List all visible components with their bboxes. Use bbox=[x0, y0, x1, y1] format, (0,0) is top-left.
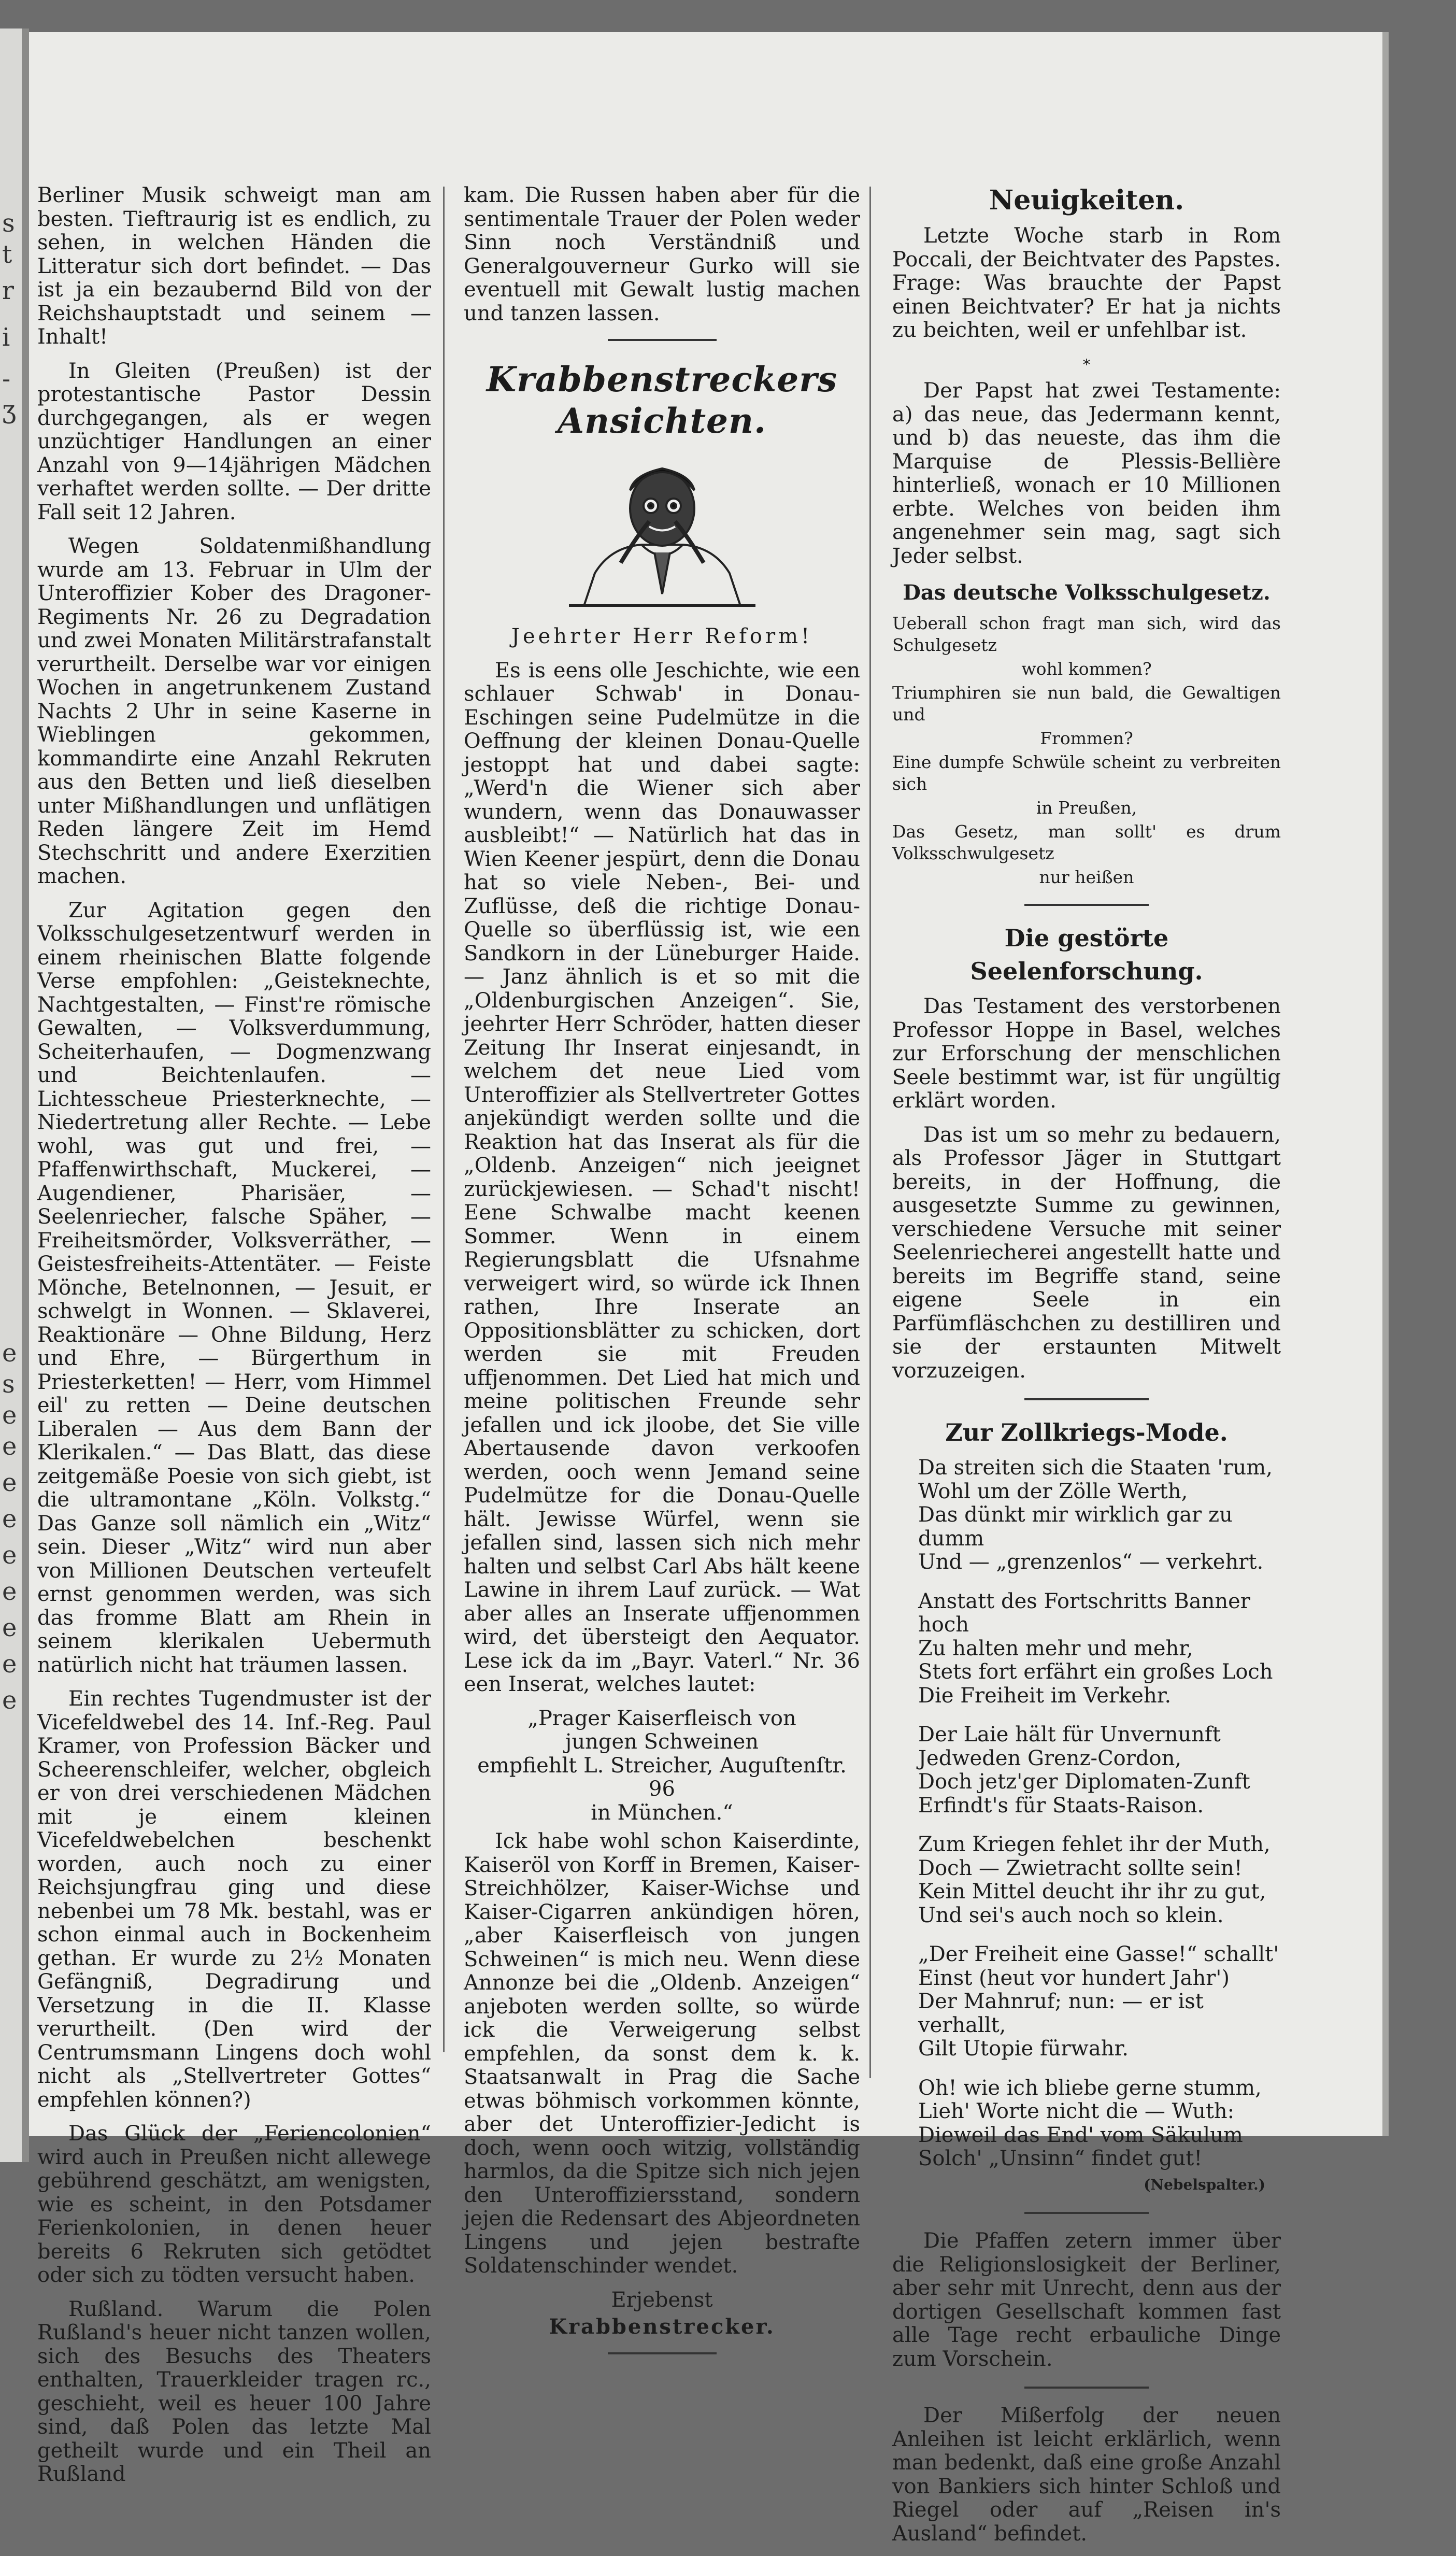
section-title: Das deutsche Volksschulgesetz. bbox=[903, 580, 1271, 605]
ad-quote-line: „Prager Kaiserfleisch von bbox=[527, 1706, 796, 1730]
paragraph: Es is eens olle Jeschichte, wie een schlauer Schwab' in Donau-Eschingen seine Pudelmütze in die Oeffnung der kleinen Donau-Quelle jestoppt hat und dabei sagte: „Werd'n die Wiener sich aber wundern, wenn das Donauwasser ausbleibt!“ — Natürlich hat das in Wien Keener jespürt, denn die Donau hat so viele Neben-, Bei- und Zuflüsse, deß die richtige Donau-Quelle so überflüssig ist, wie een Sandkorn in der Lüneburger Haide. — Janz ähnlich is et so mit die „Oldenburgischen Anzeigen“. Sie, jeehrter Herr Schröder, hatten dieser Zeitung Ihr Inserat einjesandt, in welchem det neue Lied vom Unteroffizier als Stellvertreter Gottes anjekündigt werden sollte und die Reaktion hat das Inserat als für die „Oldenb. Anzeigen“ nich jeeignet zurückjewiesen. — Schad't nischt! Eene Schwalbe macht keenen Sommer. Wenn in einem Regierungsblatt die Ufsnahme verweigert wird, so würde ick Ihnen rathen, Ihre Inserate an Oppositionsblätter zu schicken, dort werden sie mit Freuden uffjenommen. Det Lied hat mich und meine politischen Freunde sehr jefallen und ick jloobe, det Sie ville Abertausende davon verkoofen werden, ooch wenn Jemand seine Pudelmütze for die Donau-Quelle hält. Jewisse Würfel, wenn sie jefallen sind, lassen sich nich mehr halten und selbst Carl Abs hält keene Lawine in ihrem Lauf zurück. — Wat aber alles an Inserate uffjenommen wird, det übersteigt den Aequator. Lese ick da im „Bayr. Vaterl.“ Nr. 36 een Inserat, welches lautet: bbox=[464, 658, 860, 1696]
poem-line: Der Laie hält für Unvernunft bbox=[918, 1723, 1221, 1746]
poem-line: wohl kommen? bbox=[1021, 659, 1152, 679]
poem-verse bbox=[918, 2077, 1281, 2171]
paragraph: Rußland. Warum die Polen Rußland's heuer nicht tanzen wollen, sich des Besuchs des Theaters enthalten, Trauerkleider tragen rc., geschieht, weil es heuer 100 Jahre sind, daß Polen das letzte Mal getheilt wurde und ein Theil an Rußland bbox=[37, 2297, 431, 2486]
column-right bbox=[892, 184, 1281, 2556]
poem-line: Zum Kriegen fehlet ihr der Muth, bbox=[918, 1833, 1271, 1856]
section-rule bbox=[1024, 2387, 1149, 2389]
poem-line: Der Mahnruf; nun: — er ist verhallt, bbox=[918, 1990, 1204, 2037]
poem-verse bbox=[918, 1590, 1281, 1708]
paragraph: Das Testament des verstorbenen Professor Hoppe in Basel, welches zur Erforschung der menschlichen Seele bestimmt war, ist für ungültig erklärt worden. bbox=[892, 995, 1281, 1113]
poem-verse bbox=[918, 1943, 1281, 2061]
poem-verse bbox=[918, 1723, 1281, 1817]
ad-quote-line: empfiehlt L. Streicher, Auguſtenſtr. 96 bbox=[477, 1753, 847, 1801]
section-title: Die gestörte Seelenforschung. bbox=[970, 924, 1203, 985]
gutter-fragment: e bbox=[2, 1613, 17, 1642]
poem-line: Doch jetz'ger Diplomaten-Zunft bbox=[918, 1770, 1250, 1794]
signature-closing: Erjebenst bbox=[611, 2288, 713, 2312]
column-middle bbox=[464, 184, 860, 2372]
paragraph: Zur Agitation gegen den Volksschulgesetzentwurf werden in einem rheinischen Blatte folgende Verse empfohlen: „Geisteknechte, Nachtgestalten, — Finst're römische Gewalten, — Volksverdummung, Scheiterhaufen, — Dogmenzwang und Beichtenlaufen. — Lichtesscheue Priesterknechte, — Niedertretung aller Rechte. — Lebe wohl, was gut und frei, — Pfaffenwirthschaft, Muckerei, — Augendiener, Pharisäer, — Seelenriecher, falsche Späher, — Freiheitsmörder, Volksverräther, — Geistesfreiheits-Attentäter. — Feiste Mönche, Betelnonnen, — Jesuit, er schwelgt in Wonnen. — Sklaverei, Reaktionäre — Ohne Bildung, Herz und Ehre, — Bürgerthum in Priesterketten! — Herr, vom Himmel eil' zu retten — Deine deutschen Liberalen — Aus dem Bann der Klerikalen.“ — Das Blatt, das diese zeitgemäße Poesie von sich giebt, ist die ultramontane „Köln. Volkstg.“ Das Ganze soll nämlich ein „Witz“ sein. Dieser „Witz“ wird nun aber von Millionen Deutschen verteufelt ernst genommen werden, was sich das fromme Blatt am Rhein in seinem klerikalen Uebermuth natürlich nicht hat träumen lassen. bbox=[37, 898, 431, 1677]
poem-line: Einst (heut vor hundert Jahr') bbox=[918, 1966, 1230, 1990]
poem-line: „Der Freiheit eine Gasse!“ schallt' bbox=[918, 1942, 1279, 1966]
gutter-fragment: s bbox=[2, 209, 15, 238]
poem-source: (Nebelspalter.) bbox=[1144, 2176, 1265, 2193]
gutter-fragment: e bbox=[2, 1504, 17, 1533]
ad-quote-line: jungen Schweinen bbox=[565, 1730, 759, 1754]
paragraph: Der Mißerfolg der neuen Anleihen ist leicht erklärlich, wenn man bedenkt, daß eine große Anzahl von Bankiers sich hinter Schloß und Riegel oder auf „Reisen in's Ausland“ befindet. bbox=[892, 2404, 1281, 2546]
section-rule bbox=[608, 2352, 717, 2354]
gutter-fragment: ʒ bbox=[2, 395, 17, 424]
poem-line: Stets fort erfährt ein großes Loch bbox=[918, 1660, 1273, 1684]
ad-quote-line: in München.“ bbox=[591, 1800, 733, 1825]
short-poem bbox=[892, 613, 1281, 888]
section-title: Zur Zollkriegs-Mode. bbox=[945, 1418, 1228, 1446]
greeting: Jeehrter Herr Reform! bbox=[511, 624, 813, 648]
column-left bbox=[37, 184, 431, 2497]
paragraph: Der Papst hat zwei Testamente: a) das neue, das Jedermann kennt, und b) das neueste, das ihm die Marquise de Plessis-Bellière hinterließ, wonach er 10 Millionen erbte. Welches von beiden ihm angenehmer sein mag, sagt sich Jeder selbst. bbox=[892, 379, 1281, 568]
poem bbox=[892, 1456, 1281, 2171]
poem-line: nur heißen bbox=[1039, 867, 1134, 887]
poem-line: Und — „grenzenlos“ — verkehrt. bbox=[918, 1550, 1264, 1574]
poem-line: Das Gesetz, man sollt' es drum Volksschwulgesetz bbox=[892, 821, 1281, 863]
gutter-fragment: e bbox=[2, 1650, 17, 1679]
column-divider bbox=[443, 187, 445, 2052]
paragraph: Ein rechtes Tugendmuster ist der Vicefeldwebel des 14. Inf.-Reg. Paul Kramer, von Profession Bäcker und Scheerenschleifer, welcher, obgleich er von drei verschiedenen Mädchen mit je einem kleinen Vicefeldwebelchen beschenkt worden, auch noch zu einer Reichsjungfrau ging und diese nebenbei um 78 Mk. bestahl, was er schon einmal auch in Bockenheim gethan. Er wurde zu 2½ Monaten Gefängniß, Degradirung und Versetzung in die II. Klasse verurtheilt. (Den wird der Centrumsmann Lingens doch wohl nicht als „Stellvertreter Gottes“ empfehlen können?) bbox=[37, 1687, 431, 2112]
poem-line: Da streiten sich die Staaten 'rum, bbox=[918, 1456, 1273, 1480]
poem-line: Und sei's auch noch so klein. bbox=[918, 1903, 1224, 1927]
caricature-illustration bbox=[564, 454, 761, 609]
poem-line: Doch — Zwietracht sollte sein! bbox=[918, 1856, 1243, 1880]
poem-line: Gilt Utopie fürwahr. bbox=[918, 2037, 1129, 2061]
caricature-figure bbox=[569, 468, 755, 605]
poem-line: Dieweil das End' vom Säkulum bbox=[918, 2123, 1243, 2147]
paragraph: Berliner Musik schweigt man am besten. Tieftraurig ist es endlich, zu sehen, in welchen Händen die Litteratur sich dort befindet. — Das ist ja ein bezaubernd Bild von der Reichshauptstadt und seinem — Inhalt! bbox=[37, 183, 431, 349]
page-right-edge bbox=[1382, 32, 1389, 2136]
gutter-fragment: - bbox=[2, 364, 11, 393]
poem-line: Anstatt des Fortschritts Banner hoch bbox=[918, 1589, 1250, 1637]
section-rule bbox=[608, 339, 717, 341]
poem-line: Zu halten mehr und mehr, bbox=[918, 1636, 1193, 1660]
poem-line: Oh! wie ich bliebe gerne stumm, bbox=[918, 2076, 1262, 2100]
poem-line: Lieh' Worte nicht die — Wuth: bbox=[918, 2099, 1235, 2123]
poem-verse bbox=[918, 1456, 1281, 1574]
gutter-fragment: t bbox=[2, 240, 12, 269]
paragraph: Die Pfaffen zetern immer über die Religionslosigkeit der Berliner, aber sehr mit Unrecht, denn aus der dortigen Gesellschaft kommen fast alle Tage recht erbauliche Dinge zum Vorschein. bbox=[892, 2229, 1281, 2371]
gutter-fragment: e bbox=[2, 1401, 17, 1430]
poem-line: Triumphiren sie nun bald, die Gewaltigen und bbox=[892, 683, 1281, 725]
paragraph: Das ist um so mehr zu bedauern, als Professor Jäger in Stuttgart bereits, in der Hoffnung, die ausgesetzte Summe zu gewinnen, verschiedene Versuche mit seiner Seelenriecherei angestellt hatte und bereits im Begriffe stand, seine eigene Seele in ein Parfümfläschchen zu destilliren und sie der erstaunten Mitwelt vorzuzeigen. bbox=[892, 1123, 1281, 1383]
gutter-fragment: e bbox=[2, 1541, 17, 1570]
gutter-fragment: e bbox=[2, 1339, 17, 1368]
section-rule bbox=[1024, 904, 1149, 906]
gutter-fragment: i bbox=[2, 323, 10, 352]
gutter-fragment: r bbox=[2, 276, 14, 305]
section-rule bbox=[1024, 1398, 1149, 1400]
poem-line: Solch' „Unsinn“ findet gut! bbox=[918, 2147, 1203, 2170]
paragraph: Ick habe wohl schon Kaiserdinte, Kaiseröl von Korff in Bremen, Kaiser-Streichhölzer, Kaiser-Wichse und Kaiser-Cigarren ankündigen hören, „aber Kaiserfleisch von jungen Schweinen“ is mich neu. Wenn diese Annonze bei die „Oldenb. Anzeigen“ anjeboten werden sollte, so würde ick die Verweigerung selbst empfehlen, da sonst dem k. k. Staatsanwalt in Prag die Sache etwas böhmisch vorkommen könnte, aber det Unteroffizier-Jedicht is doch, wenn ooch witzig, vollständig harmlos, da die Spitze sich nich jejen den Unteroffiziersstand, sondern jejen die Redensart des Abjeordneten Lingens und jejen bestrafte Soldatenschinder wendet. bbox=[464, 1829, 860, 2278]
poem-line: Wohl um der Zölle Werth, bbox=[918, 1479, 1188, 1503]
poem-line: Die Freiheit im Verkehr. bbox=[918, 1683, 1172, 1708]
poem-line: Ueberall schon fragt man sich, wird das Schulgesetz bbox=[892, 613, 1281, 655]
paragraph: kam. Die Russen haben aber für die sentimentale Trauer der Polen weder Sinn noch Verständniß und Generalgouverneur Gurko will sie eventuell mit Gewalt lustig machen und tanzen lassen. bbox=[464, 183, 860, 325]
poem-line: Erfindt's für Staats-Raison. bbox=[918, 1793, 1204, 1817]
poem-verse bbox=[918, 1833, 1281, 1927]
gutter-fragment: e bbox=[2, 1432, 17, 1461]
poem-line: Jedweden Grenz-Cordon, bbox=[918, 1746, 1182, 1770]
signature-name: Krabbenstrecker. bbox=[549, 2314, 775, 2339]
section-rule bbox=[1024, 2212, 1149, 2214]
gutter-fragment: e bbox=[2, 1577, 17, 1606]
paragraph: Letzte Woche starb in Rom Poccali, der Beichtvater des Papstes. Frage: Was brauchte der Papst einen Beichtvater? Er hat ja nichts zu beichten, weil er unfehlbar ist. bbox=[892, 224, 1281, 342]
poem-line: Kein Mittel deucht ihr ihr zu gut, bbox=[918, 1880, 1266, 1904]
poem-line: Das dünkt mir wirklich gar zu dumm bbox=[918, 1503, 1233, 1551]
paragraph: Das Glück der „Feriencolonien“ wird auch in Preußen nicht allewege gebührend geschätzt, am wenigsten, wie es scheint, in den Potsdamer Ferienkolonien, in denen heuer bereits 6 Rekruten sich getödtet oder sich zu tödten versucht haben. bbox=[37, 2122, 431, 2287]
article-title: Krabbenstreckers Ansichten. bbox=[486, 359, 838, 441]
poem-line: Eine dumpfe Schwüle scheint zu verbreiten sich bbox=[892, 752, 1281, 794]
poem-line: in Preußen, bbox=[1036, 798, 1137, 818]
paragraph: Wegen Soldatenmißhandlung wurde am 13. Februar in Ulm der Unteroffizier Kober des Dragoner-Regiments Nr. 26 zu Degradation und zwei Monaten Militärstrafanstalt verurtheilt. Derselbe war vor einigen Wochen in angetrunkenem Zustand Nachts 2 Uhr in seine Kaserne in Wieblingen gekommen, kommandirte eine Anzahl Rekruten aus den Betten und ließ dieselben unter Mißhandlungen und unflätigen Reden längere Zeit im Hemd Stechschritt und andere Exerzitien machen. bbox=[37, 534, 431, 888]
column-divider bbox=[869, 187, 871, 2078]
page-binding-shadow bbox=[22, 29, 29, 2162]
poem-line: Frommen? bbox=[1040, 728, 1133, 748]
section-title: Neuigkeiten. bbox=[989, 184, 1184, 216]
paragraph: In Gleiten (Preußen) ist der protestantische Pastor Dessin durchgegangen, als er wegen unzüchtiger Handlungen an einer Anzahl von 9—14jährigen Mädchen verhaftet werden sollte. — Der dritte Fall seit 12 Jahren. bbox=[37, 359, 431, 524]
gutter-fragment: e bbox=[2, 1686, 17, 1715]
gutter-fragment: e bbox=[2, 1468, 17, 1497]
separator-asterisk: * bbox=[1083, 356, 1090, 373]
gutter-fragment: s bbox=[2, 1370, 15, 1399]
